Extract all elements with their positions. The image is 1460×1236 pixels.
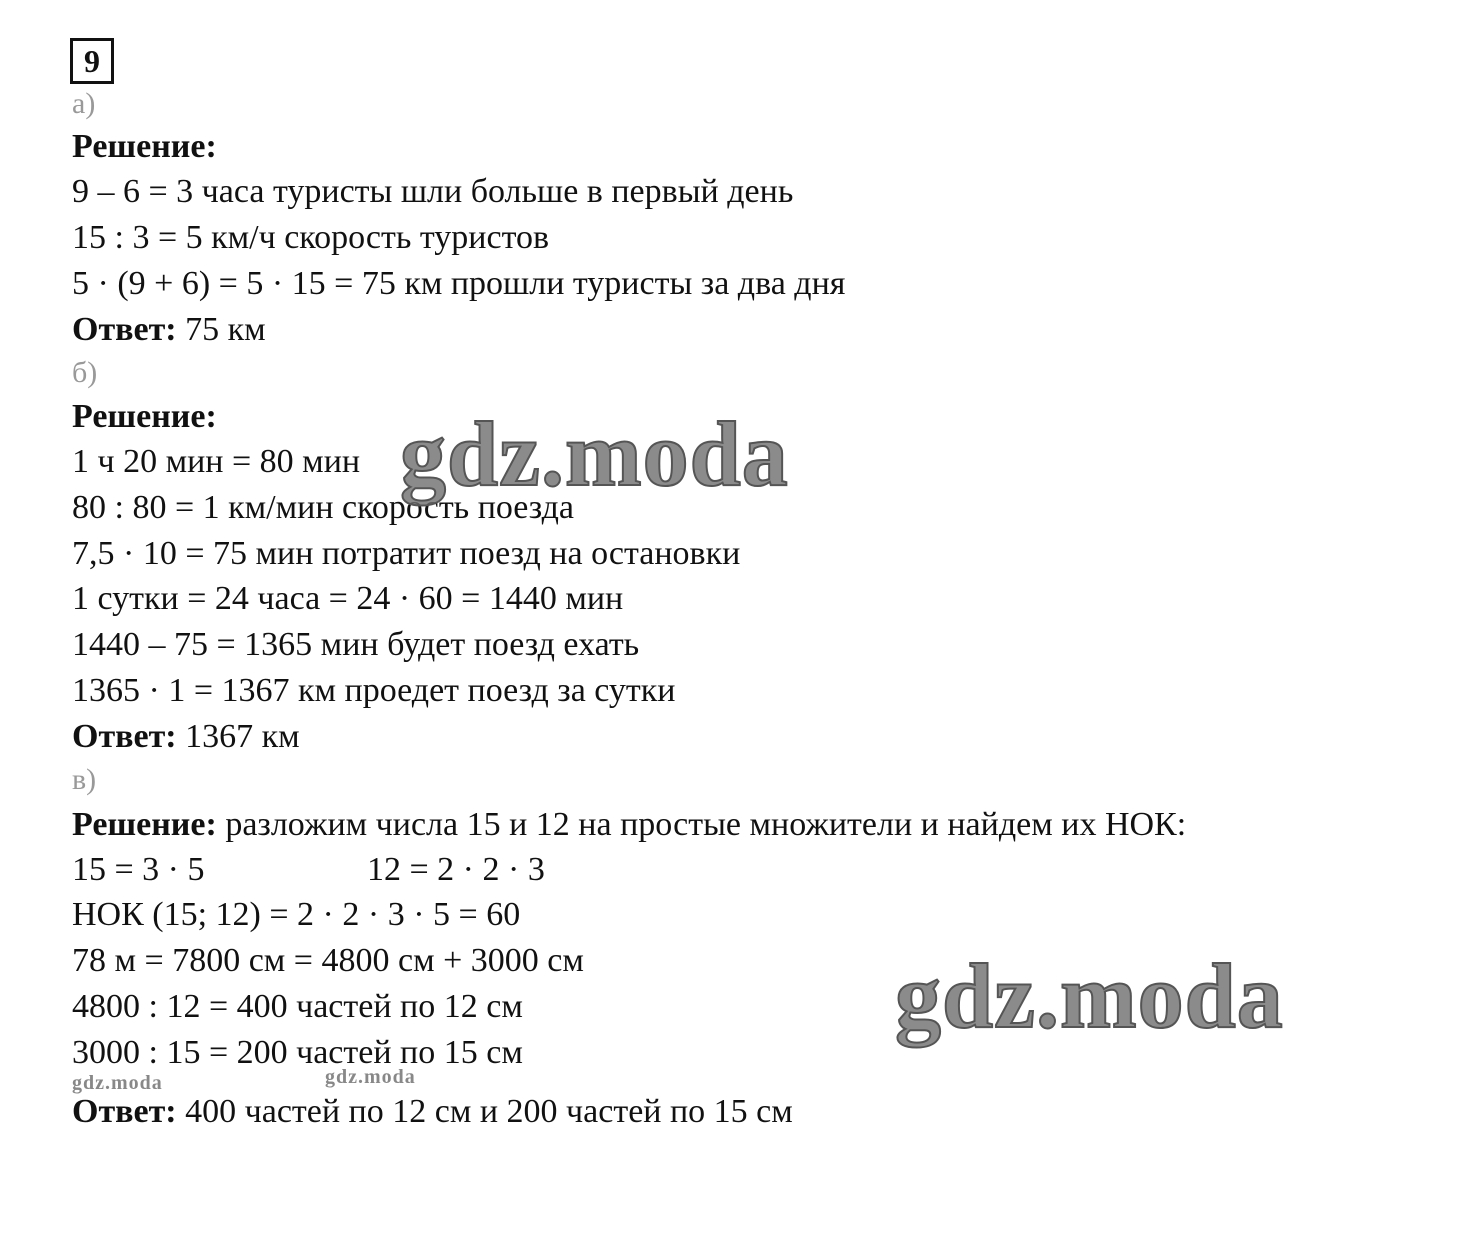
solution-line [72,310,266,350]
line-text: 15 : 3 = 5 км/ч скорость туристов [72,219,550,256]
part-label: а) [72,87,96,120]
line-text: 4800 : 12 = 400 частей по 12 см [72,988,523,1025]
solution-line [72,172,793,212]
solution-line [72,397,217,437]
bold-heading: Решение: [72,398,217,435]
line-text: 1365 · 1 = 1367 км проедет поезд за сутки [72,672,676,709]
watermark-2: gdz.moda [895,945,1284,1047]
line-text: 15 = 3 · 5 [72,851,205,888]
bold-heading: Ответ: [72,718,177,755]
watermark-small-1: gdz.moda [72,1072,163,1094]
line-text: 400 частей по 12 см и 200 частей по 15 см [176,1093,793,1130]
solution-line [72,264,845,304]
line-text: 7,5 · 10 = 75 мин потратит поезд на остановки [72,535,741,572]
solution-line [72,805,1186,845]
watermark-small-2: gdz.moda [325,1066,416,1088]
part-label: в) [72,763,97,796]
line-text: НОК (15; 12) = 2 · 2 · 3 · 5 = 60 [72,896,521,933]
line-text: 1367 км [176,718,300,755]
task-number: 9 [70,38,114,84]
bold-heading: Ответ: [72,311,177,348]
solution-line [72,850,205,890]
solution-line [72,579,623,619]
line-text: 1 ч 20 мин = 80 мин [72,443,361,480]
solution-line [72,987,523,1027]
line-text: 78 м = 7800 см = 4800 см + 3000 см [72,942,584,979]
bold-heading: Ответ: [72,1093,177,1130]
solution-line [72,895,520,935]
line-text: 1440 – 75 = 1365 мин будет поезд ехать [72,626,640,663]
solution-line [72,941,584,981]
solution-line [72,625,639,665]
line-text: 1 сутки = 24 часа = 24 · 60 = 1440 мин [72,580,624,617]
solution-line [72,1092,793,1132]
line-text: 5 · (9 + 6) = 5 · 15 = 75 км прошли туристы за два дня [72,265,846,302]
line-text: 9 – 6 = 3 часа туристы шли больше в первый день [72,173,794,210]
solution-line [72,534,740,574]
watermark-1: gdz.moda [400,403,789,505]
line-text: 3000 : 15 = 200 частей по 15 см [72,1034,523,1071]
line-text-second-column: 12 = 2 · 2 · 3 [367,851,545,888]
solution-line [72,127,217,167]
solution-line [72,218,549,258]
bold-heading: Решение: [72,128,217,165]
solution-line [72,442,360,482]
solution-line [72,1033,523,1073]
line-text: 75 км [176,311,266,348]
part-label: б) [72,356,98,389]
solution-line [72,671,676,711]
solution-line [72,717,300,757]
line-text: разложим числа 15 и 12 на простые множители и найдем их НОК: [216,806,1187,843]
line-text: 80 : 80 = 1 км/мин скорость поезда [72,489,575,526]
bold-heading: Решение: [72,806,217,843]
